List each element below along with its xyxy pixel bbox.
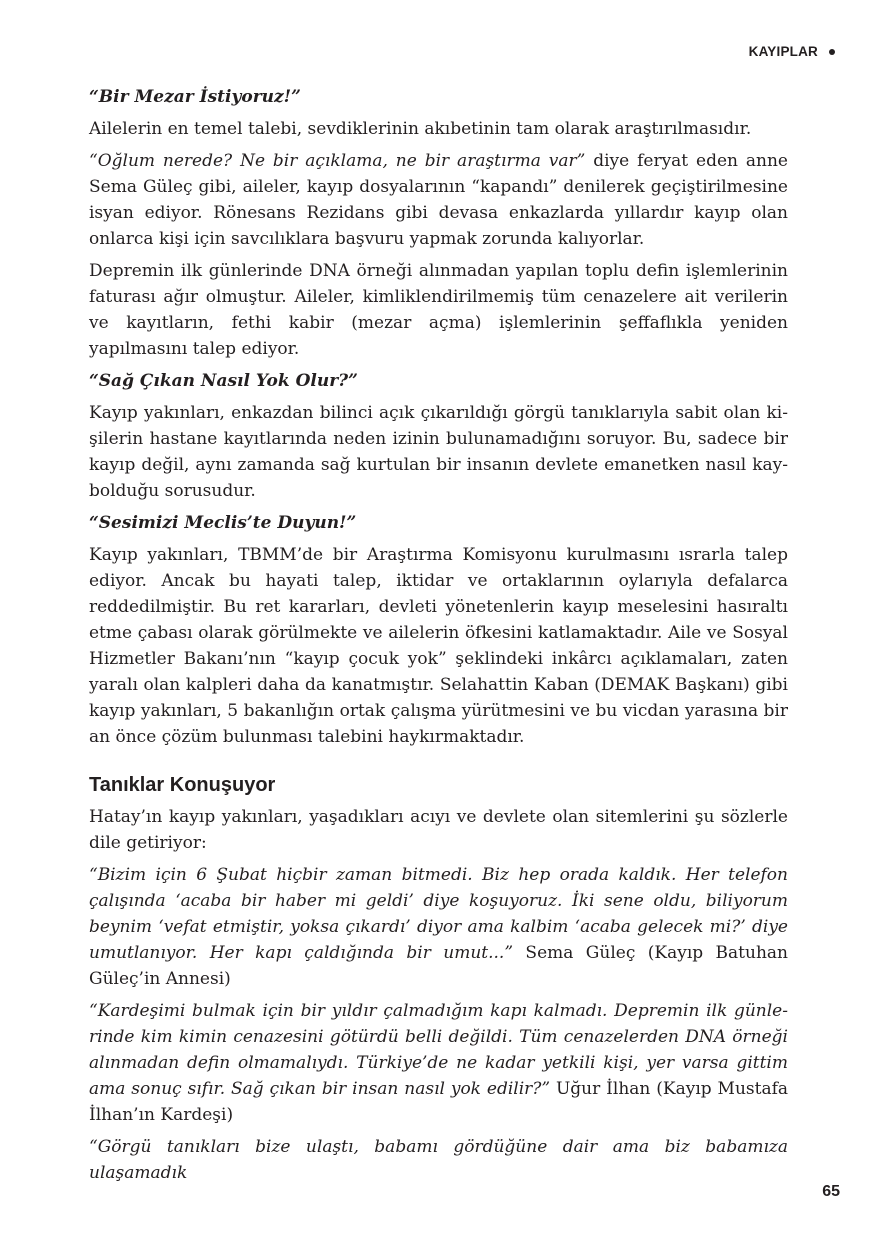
testimony-quote: “Bizim için 6 Şubat hiçbir zaman bitmedi. Biz hep orada kaldık. Her telefon çalışında ‘acaba bir haber mi geldi’ diye koşuyoruz. İki sene oldu, biliyorum beynim ‘vefat etmiştir, yoksa çıkardı’ diyor ama kalbim ‘acaba gelecek mi?’ diye umutlanıyor. Her kapı çaldığında bir umut...” (89, 865, 788, 963)
running-header (749, 44, 835, 59)
testimony-quote: “Kardeşimi bulmak için bir yıldır çalmadığım kapı kalmadı. Depremin ilk günlerinde kim kimin cenazesini götürdü belli değildi. Tüm cenazelerden DNA örneği alınmadan defin olmamalıydı. Türkiye’de ne kadar yetkili kişi, yer varsa gittim ama sonuç sıfır. Sağ çıkan bir insan nasıl yok edilir?” (89, 1001, 788, 1099)
paragraph: Kayıp yakınları, enkazdan bilinci açık çıkarıldığı görgü tanıklarıyla sabit olan kişilerin hastane kayıtlarında neden izinin bulunamadığını soruyor. Bu, sadece bir kayıp değil, aynı zamanda sağ kurtulan bir insanın devlete emanetken nasıl kaybolduğu sorusudur. (89, 403, 788, 501)
paragraph: Depremin ilk günlerinde DNA örneği alınmadan yapılan toplu defin işlemlerinin faturası ağır olmuştur. Aileler, kimliklendirilmemiş tüm cenazelere ait verilerin ve kayıtların, fethi kabir (mezar açma) işlemlerinin şeffaflıkla yeniden yapılmasını talep ediyor. (89, 261, 788, 359)
page-number: 65 (822, 1183, 840, 1200)
testimony-attribution: Uğur İlhan (Kayıp Mustafa İlhan’ın Kardeşi) (89, 1079, 789, 1125)
subheading-sag-cikan: “Sağ Çıkan Nasıl Yok Olur?” (89, 371, 358, 391)
subheading-meclis: “Sesimizi Meclis’te Duyun!” (89, 513, 357, 533)
quote-inline: “Oğlum nerede? Ne bir açıklama, ne bir araştırma var” (89, 151, 586, 171)
paragraph: Kayıp yakınları, TBMM’de bir Araştırma Komisyonu kurulmasını ısrarla talep ediyor. Ancak bu hayati talep, iktidar ve ortaklarının oylarıyla defalarca reddedilmiştir. Bu ret kararları, devleti yönetenlerin kayıp meselesini hasıraltı etme çabası olarak görülmekte ve ailelerin öfkesini katlamaktadır. Aile ve Sosyal Hizmetler Bakanı’nın “kayıp çocuk yok” şeklindeki inkârcı açıklamaları, zaten yaralı olan kalpleri daha da kanatmıştır. Selahattin Kaban (DEMAK Başkanı) gibi kayıp yakınları, 5 bakanlığın ortak çalışma yürütmesini ve bu vicdan yarasına bir an önce çözüm bulunması talebini haykırmaktadır. (89, 545, 788, 747)
testimony (89, 1134, 788, 1186)
testimony (89, 998, 788, 1128)
section-heading: Tanıklar Konuşuyor (89, 774, 276, 796)
paragraph (89, 148, 788, 252)
running-title: KAYIPLAR (748, 44, 818, 59)
article-body (89, 84, 788, 1192)
subheading-mezar: “Bir Mezar İstiyoruz!” (89, 87, 301, 107)
bullet-icon (829, 49, 835, 55)
testimony-attribution: Sema Güleç (Kayıp Batuhan Güleç’in Annesi) (89, 943, 788, 989)
paragraph: Hatay’ın kayıp yakınları, yaşadıkları acıyı ve devlete olan sitemlerini şu sözlerle dile getiriyor: (89, 807, 788, 853)
paragraph: Ailelerin en temel talebi, sevdiklerinin akıbetinin tam olarak araştırılmasıdır. (89, 119, 752, 139)
testimony (89, 862, 788, 992)
paragraph-text: diye feryat eden anne Sema Güleç gibi, aileler, kayıp dosyalarının “kapandı” denilerek geçiştirilmesine isyan ediyor. Rönesans Rezidans gibi devasa enkazlarda yıllardır kayıp olan onlarca kişi için savcılıklara başvuru yapmak zorunda kalıyorlar. (89, 151, 788, 249)
testimony-quote: “Görgü tanıkları bize ulaştı, babamı gördüğüne dair ama biz babamıza ulaşamadık (89, 1137, 788, 1183)
